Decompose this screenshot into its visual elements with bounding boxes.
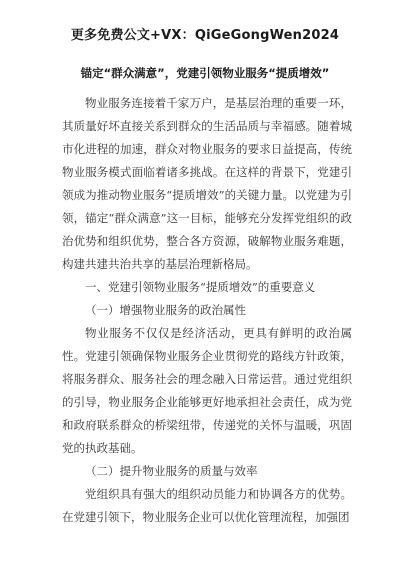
document-title: 锚定“群众满意”，党建引领物业服务“提质增效”	[80, 66, 330, 80]
intro-paragraph: 物业服务连接着千家万户，是基层治理的重要一环，其质量好坏直接关系到群众的生活品质与幸福感。随着城市化进程的加速，群众对物业服务的要求日益提高，传统物业服务模式面临着诸多挑战。在这样的背景下，党建引领成为推动物业服务“提质增效”的关键力量。以党建为引领，锚定“群众满意”这一目标，能够充分发挥党组织的政治优势和组织优势，整合各方资源，破解物业服务难题，构建共建共治共享的基层治理新格局。	[62, 96, 352, 271]
body-paragraph-2: 党组织具有强大的组织动员能力和协调各方的优势。在党建引领下，物业服务企业可以优化管理流程，加强团	[62, 487, 352, 524]
subsection-heading-2: （二）提升物业服务的质量与效率	[85, 464, 258, 478]
promo-header: 更多免费公文+VX：QiGeGongWen2024	[70, 28, 340, 43]
body-paragraph-1: 物业服务不仅仅是经济活动，更具有鲜明的政治属性。党建引领确保物业服务企业贯彻党的路线方针政策，将服务群众、服务社会的理念融入日常运营。通过党组织的引导，物业服务企业能够更好地承担社会责任，成为党和政府联系群众的桥梁纽带，传递党的关怀与温暖，巩固党的执政基础。	[62, 326, 352, 455]
document-body	[62, 92, 352, 529]
subsection-heading-1: （一）增强物业服务的政治属性	[85, 303, 246, 317]
section-heading-1: 一、党建引领物业服务“提质增效”的重要意义	[85, 280, 316, 294]
